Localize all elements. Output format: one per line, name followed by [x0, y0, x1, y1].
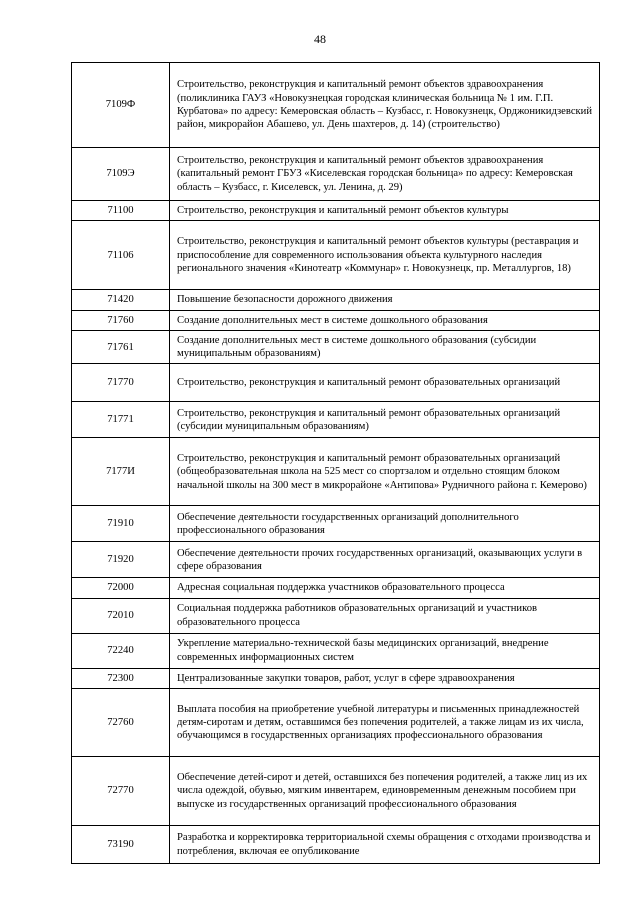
table-row	[72, 578, 600, 598]
table-row	[72, 290, 600, 310]
row-code: 7109Э	[72, 148, 170, 201]
row-code: 71910	[72, 506, 170, 542]
table-row	[72, 201, 600, 221]
row-code: 71761	[72, 330, 170, 364]
table-row	[72, 668, 600, 688]
table-row	[72, 310, 600, 330]
table-row	[72, 221, 600, 290]
table-row	[72, 438, 600, 506]
row-description: Обеспечение деятельности государственных организаций дополнительного профессионального образования	[170, 506, 600, 542]
row-code: 72300	[72, 668, 170, 688]
row-description: Выплата пособия на приобретение учебной литературы и письменных принадлежностей детям-сиротам и детям, оставшимся без попечения родителей, а также лицам из их числа, обучающимся в государственных организациях профессионального образования	[170, 689, 600, 757]
row-description: Укрепление материально-технической базы медицинских организаций, внедрение современных информационных систем	[170, 633, 600, 668]
row-description: Строительство, реконструкция и капитальный ремонт образовательных организаций (субсидии муниципальным образованиям)	[170, 402, 600, 438]
table-row	[72, 633, 600, 668]
row-description: Разработка и корректировка территориальной схемы обращения с отходами производства и потребления, включая ее опубликование	[170, 826, 600, 864]
row-code: 71100	[72, 201, 170, 221]
row-description: Строительство, реконструкция и капитальный ремонт объектов культуры (реставрация и приспособление для современного использования объекта культурного наследия регионального значения «Кинотеатр «Коммунар» г. Новокузнецк, пр. Металлургов, 18)	[170, 221, 600, 290]
row-description: Строительство, реконструкция и капитальный ремонт образовательных организаций (общеобразовательная школа на 525 мест со спортзалом и отдельно стоящим блоком начальной школы на 300 мест в микрорайоне «Антипова» Рудничного района г. Кемерово)	[170, 438, 600, 506]
row-description: Строительство, реконструкция и капитальный ремонт объектов культуры	[170, 201, 600, 221]
row-description: Обеспечение детей-сирот и детей, оставшихся без попечения родителей, а также лиц из их числа одеждой, обувью, мягким инвентарем, единовременным денежным пособием при выпуске из государственных организаций профессионального образования	[170, 757, 600, 826]
row-code: 71920	[72, 542, 170, 578]
table-row	[72, 598, 600, 633]
row-description: Создание дополнительных мест в системе дошкольного образования	[170, 310, 600, 330]
row-description: Адресная социальная поддержка участников образовательного процесса	[170, 578, 600, 598]
row-description: Строительство, реконструкция и капитальный ремонт объектов здравоохранения (капитальный ремонт ГБУЗ «Киселевская городская больница» по адресу: Кемеровская область – Кузбасс, г. Киселевск, ул. Ленина, д. 29)	[170, 148, 600, 201]
row-description: Обеспечение деятельности прочих государственных организаций, оказывающих услуги в сфере образования	[170, 542, 600, 578]
row-code: 71770	[72, 364, 170, 402]
row-code: 71106	[72, 221, 170, 290]
row-code: 72240	[72, 633, 170, 668]
row-code: 71771	[72, 402, 170, 438]
row-description: Централизованные закупки товаров, работ, услуг в сфере здравоохранения	[170, 668, 600, 688]
row-code: 72770	[72, 757, 170, 826]
row-description: Повышение безопасности дорожного движения	[170, 290, 600, 310]
row-code: 73190	[72, 826, 170, 864]
page-number: 48	[314, 32, 326, 46]
row-description: Социальная поддержка работников образовательных организаций и участников образовательного процесса	[170, 598, 600, 633]
table-row	[72, 402, 600, 438]
table-row	[72, 689, 600, 757]
row-description: Создание дополнительных мест в системе дошкольного образования (субсидии муниципальным образованиям)	[170, 330, 600, 364]
row-code: 71420	[72, 290, 170, 310]
table-row	[72, 364, 600, 402]
table-row	[72, 148, 600, 201]
table-row	[72, 757, 600, 826]
table-row	[72, 330, 600, 364]
row-description: Строительство, реконструкция и капитальный ремонт образовательных организаций	[170, 364, 600, 402]
table-row	[72, 63, 600, 148]
table-row	[72, 506, 600, 542]
row-code: 7177И	[72, 438, 170, 506]
row-code: 72000	[72, 578, 170, 598]
row-code: 71760	[72, 310, 170, 330]
row-description: Строительство, реконструкция и капитальный ремонт объектов здравоохранения (поликлиника ГАУЗ «Новокузнецкая городская клиническая больница № 1 им. Г.П. Курбатова» по адресу: Кемеровская область – Кузбасс, г. Новокузнецк, Орджоникидзевский район, микрорайон Абашево, ул. День шахтеров, д. 14) (строительство)	[170, 63, 600, 148]
row-code: 7109Ф	[72, 63, 170, 148]
table-row	[72, 826, 600, 864]
table-row	[72, 542, 600, 578]
row-code: 72760	[72, 689, 170, 757]
budget-code-table	[71, 62, 600, 864]
row-code: 72010	[72, 598, 170, 633]
